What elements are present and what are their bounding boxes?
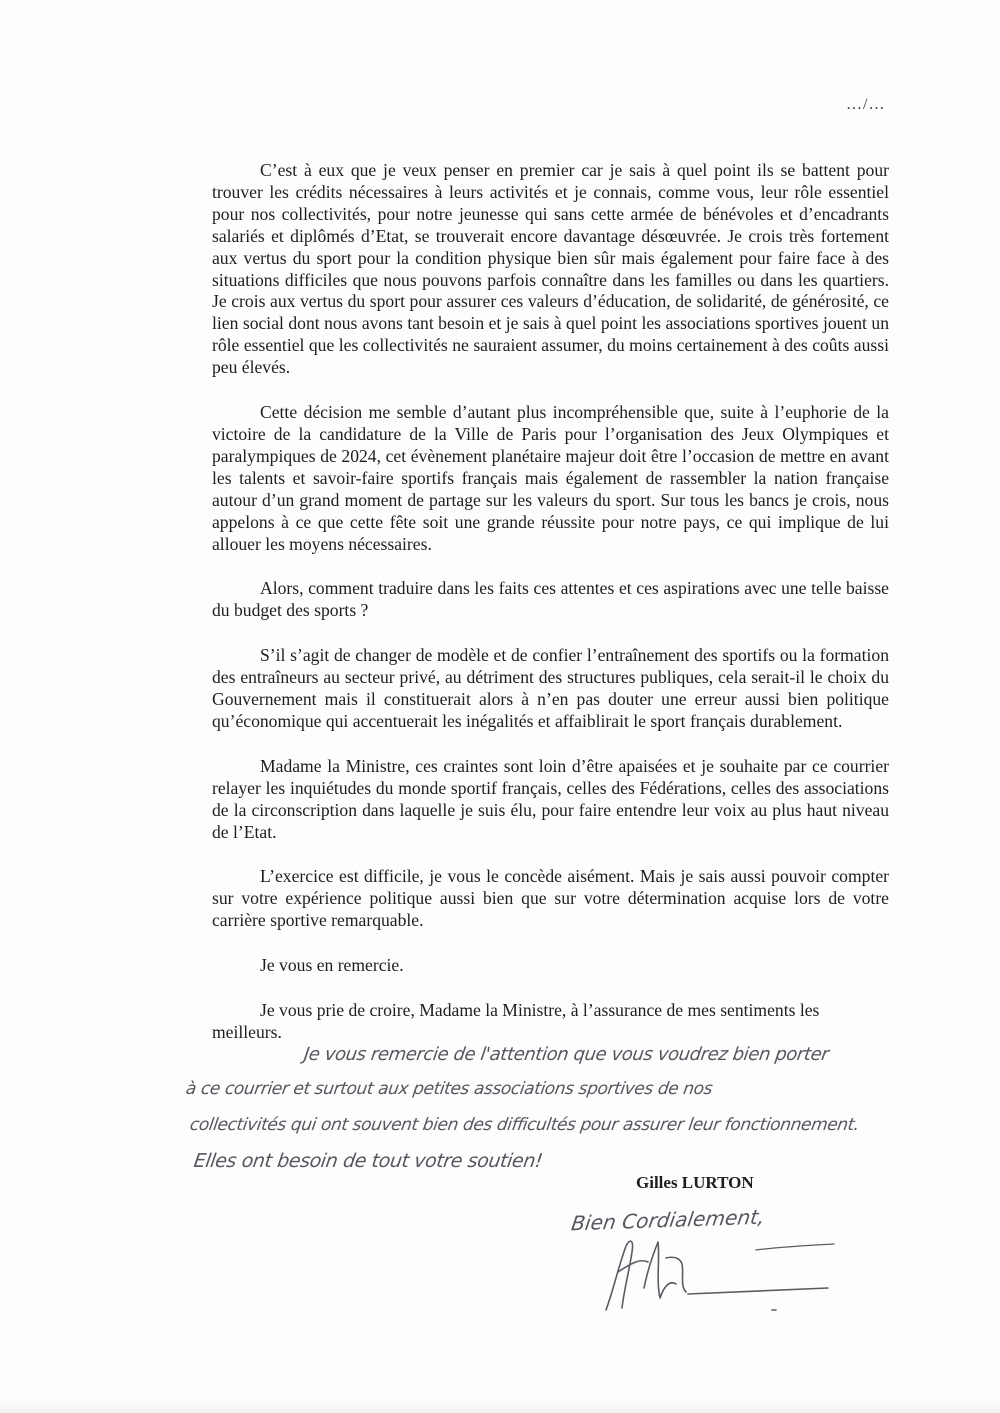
handwritten-greeting: Bien Cordialement, [569,1204,767,1236]
paragraph-question: Alors, comment traduire dans les faits ces attentes et ces aspirations avec une telle baisse du budget des sports ? [212,578,889,621]
handwritten-note-line-3: collectivités qui ont souvent bien des difficultés pour assurer leur fonctionnement. [188,1115,861,1135]
closing-formula: Je vous prie de croire, Madame la Ministre, à l’assurance de mes sentiments les [260,1000,820,1021]
paragraph-olympics: Cette décision me semble d’autant plus incompréhensible que, suite à l’euphorie de la victoire de la candidature de la Ville de Paris pour l’organisation des Jeux Olympiques et paralympiques de 2024, cet évènement planétaire majeur doit être l’occasion de mettre en avant les talents et savoir-faire sportifs français mais également de rassembler la nation française autour d’un grand moment de partage sur les valeurs du sport. Sur tous les bancs je crois, nous appelons à ce que cette fête soit une grande réussite pour notre pays, ce qui implique de lui allouer les moyens nécessaires. [212,402,889,554]
signature-icon [596,1228,836,1318]
continuation-mark: …/… [846,96,886,113]
paragraph-concerns: Madame la Ministre, ces craintes sont loin d’être apaisées et je souhaite par ce courrier relayer les inquiétudes du monde sportif français, celles des Fédérations, celles des associations de la circonscription dans laquelle je suis élu, pour faire entendre leur voix au plus haut niveau de l’Etat. [212,755,889,842]
paragraph-experience: L’exercice est difficile, je vous le concède aisément. Mais je sais aussi pouvoir compter sur votre expérience politique aussi bien que sur votre détermination acquise lors de votre carrière sportive remarquable. [212,866,889,931]
paragraph-thanks: Je vous en remercie. [260,955,404,976]
paragraph-volunteers: C’est à eux que je veux penser en premier car je sais à quel point ils se battent pour trouver les crédits nécessaires à leurs activités et je connais, comme vous, leur rôle essentiel pour nos collectivités, pour notre jeunesse qui sans cette armée de bénévoles et d’encadrants salariés et diplômés d’Etat, se trouverait encore davantage désœuvrée. Je crois très fortement aux vertus du sport pour la condition physique bien sûr mais également pour faire face à des situations difficiles que nous pouvons parfois connaître dans les familles ou dans les quartiers. Je crois aux vertus du sport pour assurer ces valeurs d’éducation, de solidarité, de générosité, ce lien social dont nous avons tant besoin et je sais à quel point les associations sportives jouent un rôle essentiel que les collectivités ne sauraient assumer, du moins certainement à des coûts aussi peu élevés. [212,160,889,378]
letter-body [212,160,889,1044]
closing-formula-end: meilleurs. [212,1022,282,1042]
handwritten-note-line-4: Elles ont besoin de tout votre soutien! [192,1150,544,1172]
scan-bottom-edge [0,1398,1000,1413]
signatory-name: Gilles LURTON [636,1173,754,1192]
paragraph-private-sector: S’il s’agit de changer de modèle et de confier l’entraînement des sportifs ou la formation des entraîneurs au secteur privé, au détriment des structures publiques, cela serait-il le choix du Gouvernement mais il constituerait alors à n’en pas douter une erreur aussi bien politique qu’économique qui accentuerait les inégalités et affaiblirait le sport français durablement. [212,645,889,731]
handwritten-note-line-1: Je vous remercie de l'attention que vous voudrez bien porter [302,1044,830,1065]
handwritten-note-line-2: à ce courrier et surtout aux petites associations sportives de nos [184,1079,714,1099]
